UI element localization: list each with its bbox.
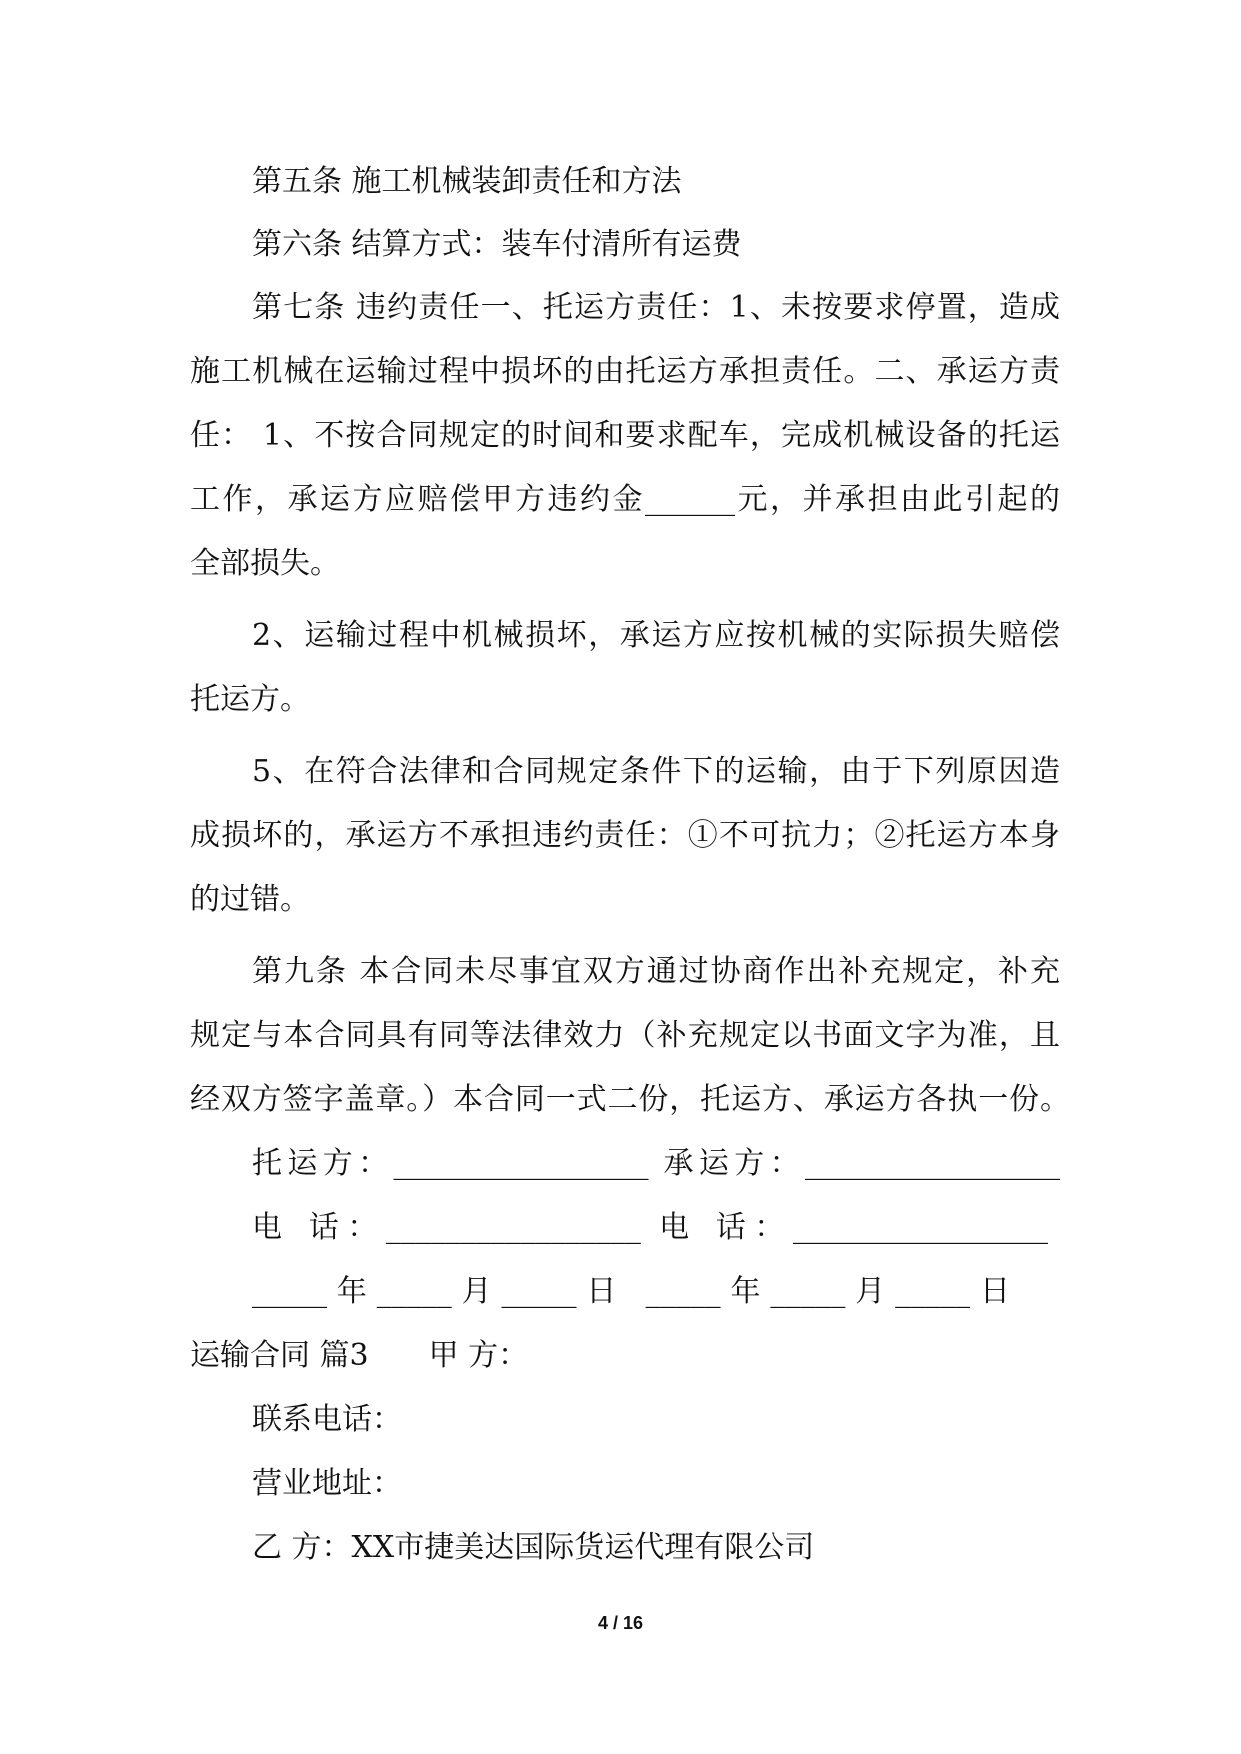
signature-date-line: _____年_____月_____日 _____年_____月_____日 bbox=[252, 1274, 1010, 1309]
article-7-line-5: 全部损失。 bbox=[190, 546, 340, 581]
contract-3-heading: 运输合同 篇3 甲 方： bbox=[190, 1338, 529, 1373]
clause-5-line-2: 成损坏的，承运方不承担违约责任：①不可抗力；②托运方本身 bbox=[190, 818, 1060, 853]
clause-5-line-1: 5、在符合法律和合同规定条件下的运输，由于下列原因造 bbox=[252, 754, 1060, 789]
party-b-line: 乙 方：XX市捷美达国际货运代理有限公司 bbox=[252, 1530, 815, 1565]
article-6-heading: 第六条 结算方式：装车付清所有运费 bbox=[252, 227, 742, 262]
article-9-line-2: 规定与本合同具有同等法律效力（补充规定以书面文字为准，且 bbox=[190, 1018, 1060, 1053]
article-7-line-4: 工作，承运方应赔偿甲方违约金______元，并承担由此引起的 bbox=[190, 482, 1060, 517]
clause-2-line-2: 托运方。 bbox=[190, 682, 310, 717]
article-7-line-3: 任： 1、不按合同规定的时间和要求配车，完成机械设备的托运 bbox=[190, 418, 1060, 453]
business-address-label: 营业地址： bbox=[252, 1466, 402, 1501]
signature-phone-line: 电 话：_________________ 电 话：_________________ bbox=[252, 1210, 1048, 1245]
article-7-line-1: 第七条 违约责任一、托运方责任：1、未按要求停置，造成 bbox=[252, 290, 1060, 325]
article-9-line-3: 经双方签字盖章。）本合同一式二份，托运方、承运方各执一份。 bbox=[190, 1082, 1070, 1117]
article-5-heading: 第五条 施工机械装卸责任和方法 bbox=[252, 164, 682, 199]
article-7-line-2: 施工机械在运输过程中损坏的由托运方承担责任。二、承运方责 bbox=[190, 354, 1060, 389]
clause-2-line-1: 2、运输过程中机械损坏，承运方应按机械的实际损失赔偿 bbox=[252, 618, 1060, 653]
page-number: 4 / 16 bbox=[597, 1613, 644, 1633]
article-9-line-1: 第九条 本合同未尽事宜双方通过协商作出补充规定，补充 bbox=[252, 954, 1060, 989]
clause-5-line-3: 的过错。 bbox=[190, 882, 310, 917]
signature-parties-line: 托运方：_________________ 承运方：_________________ bbox=[252, 1146, 1060, 1181]
contact-phone-label: 联系电话： bbox=[252, 1402, 402, 1437]
